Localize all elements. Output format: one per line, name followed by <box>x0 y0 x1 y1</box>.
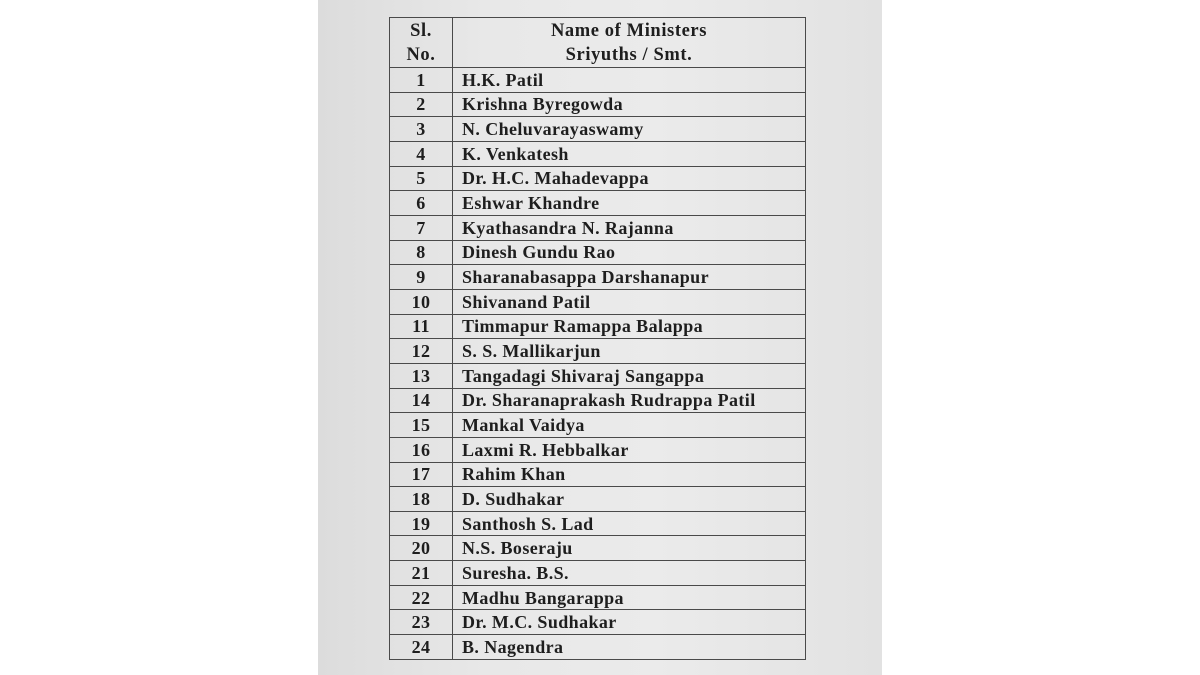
minister-name-cell: Dr. H.C. Mahadevappa <box>453 166 806 191</box>
header-text: Sriyuths / Smt. <box>565 44 693 65</box>
table-row <box>390 289 806 314</box>
table-row <box>390 92 806 117</box>
table-row <box>390 437 806 462</box>
table-row <box>390 68 806 93</box>
sl-no-cell: 21 <box>390 561 453 586</box>
table-row <box>390 487 806 512</box>
sl-no-cell: 14 <box>390 388 453 413</box>
header-text: Name of Ministers <box>550 20 708 41</box>
table-row <box>390 166 806 191</box>
table-header-row <box>390 18 806 68</box>
minister-name-cell: Dr. Sharanaprakash Rudrappa Patil <box>453 388 806 413</box>
table-row <box>390 215 806 240</box>
table-row <box>390 388 806 413</box>
sl-no-cell: 18 <box>390 487 453 512</box>
sl-no-cell: 11 <box>390 314 453 339</box>
table-row <box>390 265 806 290</box>
sl-no-cell: 7 <box>390 215 453 240</box>
minister-name-cell: Tangadagi Shivaraj Sangappa <box>453 363 806 388</box>
table-row <box>390 363 806 388</box>
sl-no-cell: 4 <box>390 141 453 166</box>
minister-name-cell: D. Sudhakar <box>453 487 806 512</box>
minister-name-cell: Laxmi R. Hebbalkar <box>453 437 806 462</box>
table-row <box>390 117 806 142</box>
minister-name-cell: Sharanabasappa Darshanapur <box>453 265 806 290</box>
minister-name-cell: N.S. Boseraju <box>453 536 806 561</box>
minister-name-cell: Dinesh Gundu Rao <box>453 240 806 265</box>
sl-no-cell: 13 <box>390 363 453 388</box>
ministers-table <box>389 17 806 660</box>
minister-name-cell: S. S. Mallikarjun <box>453 339 806 364</box>
table-row <box>390 462 806 487</box>
minister-name-cell: Timmapur Ramappa Balappa <box>453 314 806 339</box>
sl-no-cell: 8 <box>390 240 453 265</box>
header-text: No. <box>406 44 436 65</box>
sl-no-cell: 1 <box>390 68 453 93</box>
sl-no-header <box>390 18 453 68</box>
sl-no-cell: 6 <box>390 191 453 216</box>
table-row <box>390 240 806 265</box>
table-row <box>390 610 806 635</box>
minister-name-cell: K. Venkatesh <box>453 141 806 166</box>
minister-name-cell: Mankal Vaidya <box>453 413 806 438</box>
table-body <box>390 68 806 660</box>
sl-no-cell: 15 <box>390 413 453 438</box>
sl-no-cell: 16 <box>390 437 453 462</box>
table-row <box>390 561 806 586</box>
sl-no-cell: 12 <box>390 339 453 364</box>
table-row <box>390 511 806 536</box>
table-row <box>390 141 806 166</box>
minister-name-cell: N. Cheluvarayaswamy <box>453 117 806 142</box>
sl-no-cell: 2 <box>390 92 453 117</box>
sl-no-cell: 17 <box>390 462 453 487</box>
sl-no-cell: 19 <box>390 511 453 536</box>
minister-name-cell: Kyathasandra N. Rajanna <box>453 215 806 240</box>
name-header <box>453 18 806 68</box>
minister-name-cell: Dr. M.C. Sudhakar <box>453 610 806 635</box>
table-row <box>390 191 806 216</box>
table-row <box>390 635 806 660</box>
sl-no-cell: 5 <box>390 166 453 191</box>
table-row <box>390 339 806 364</box>
sl-no-cell: 23 <box>390 610 453 635</box>
minister-name-cell: Madhu Bangarappa <box>453 585 806 610</box>
minister-name-cell: Krishna Byregowda <box>453 92 806 117</box>
sl-no-cell: 22 <box>390 585 453 610</box>
minister-name-cell: Rahim Khan <box>453 462 806 487</box>
table-row <box>390 314 806 339</box>
table-row <box>390 413 806 438</box>
minister-name-cell: Suresha. B.S. <box>453 561 806 586</box>
sl-no-cell: 10 <box>390 289 453 314</box>
minister-name-cell: H.K. Patil <box>453 68 806 93</box>
sl-no-cell: 3 <box>390 117 453 142</box>
sl-no-cell: 20 <box>390 536 453 561</box>
table-row <box>390 536 806 561</box>
minister-name-cell: B. Nagendra <box>453 635 806 660</box>
minister-name-cell: Shivanand Patil <box>453 289 806 314</box>
header-text: Sl. <box>410 20 432 41</box>
sl-no-cell: 24 <box>390 635 453 660</box>
minister-name-cell: Santhosh S. Lad <box>453 511 806 536</box>
minister-name-cell: Eshwar Khandre <box>453 191 806 216</box>
table-row <box>390 585 806 610</box>
sl-no-cell: 9 <box>390 265 453 290</box>
